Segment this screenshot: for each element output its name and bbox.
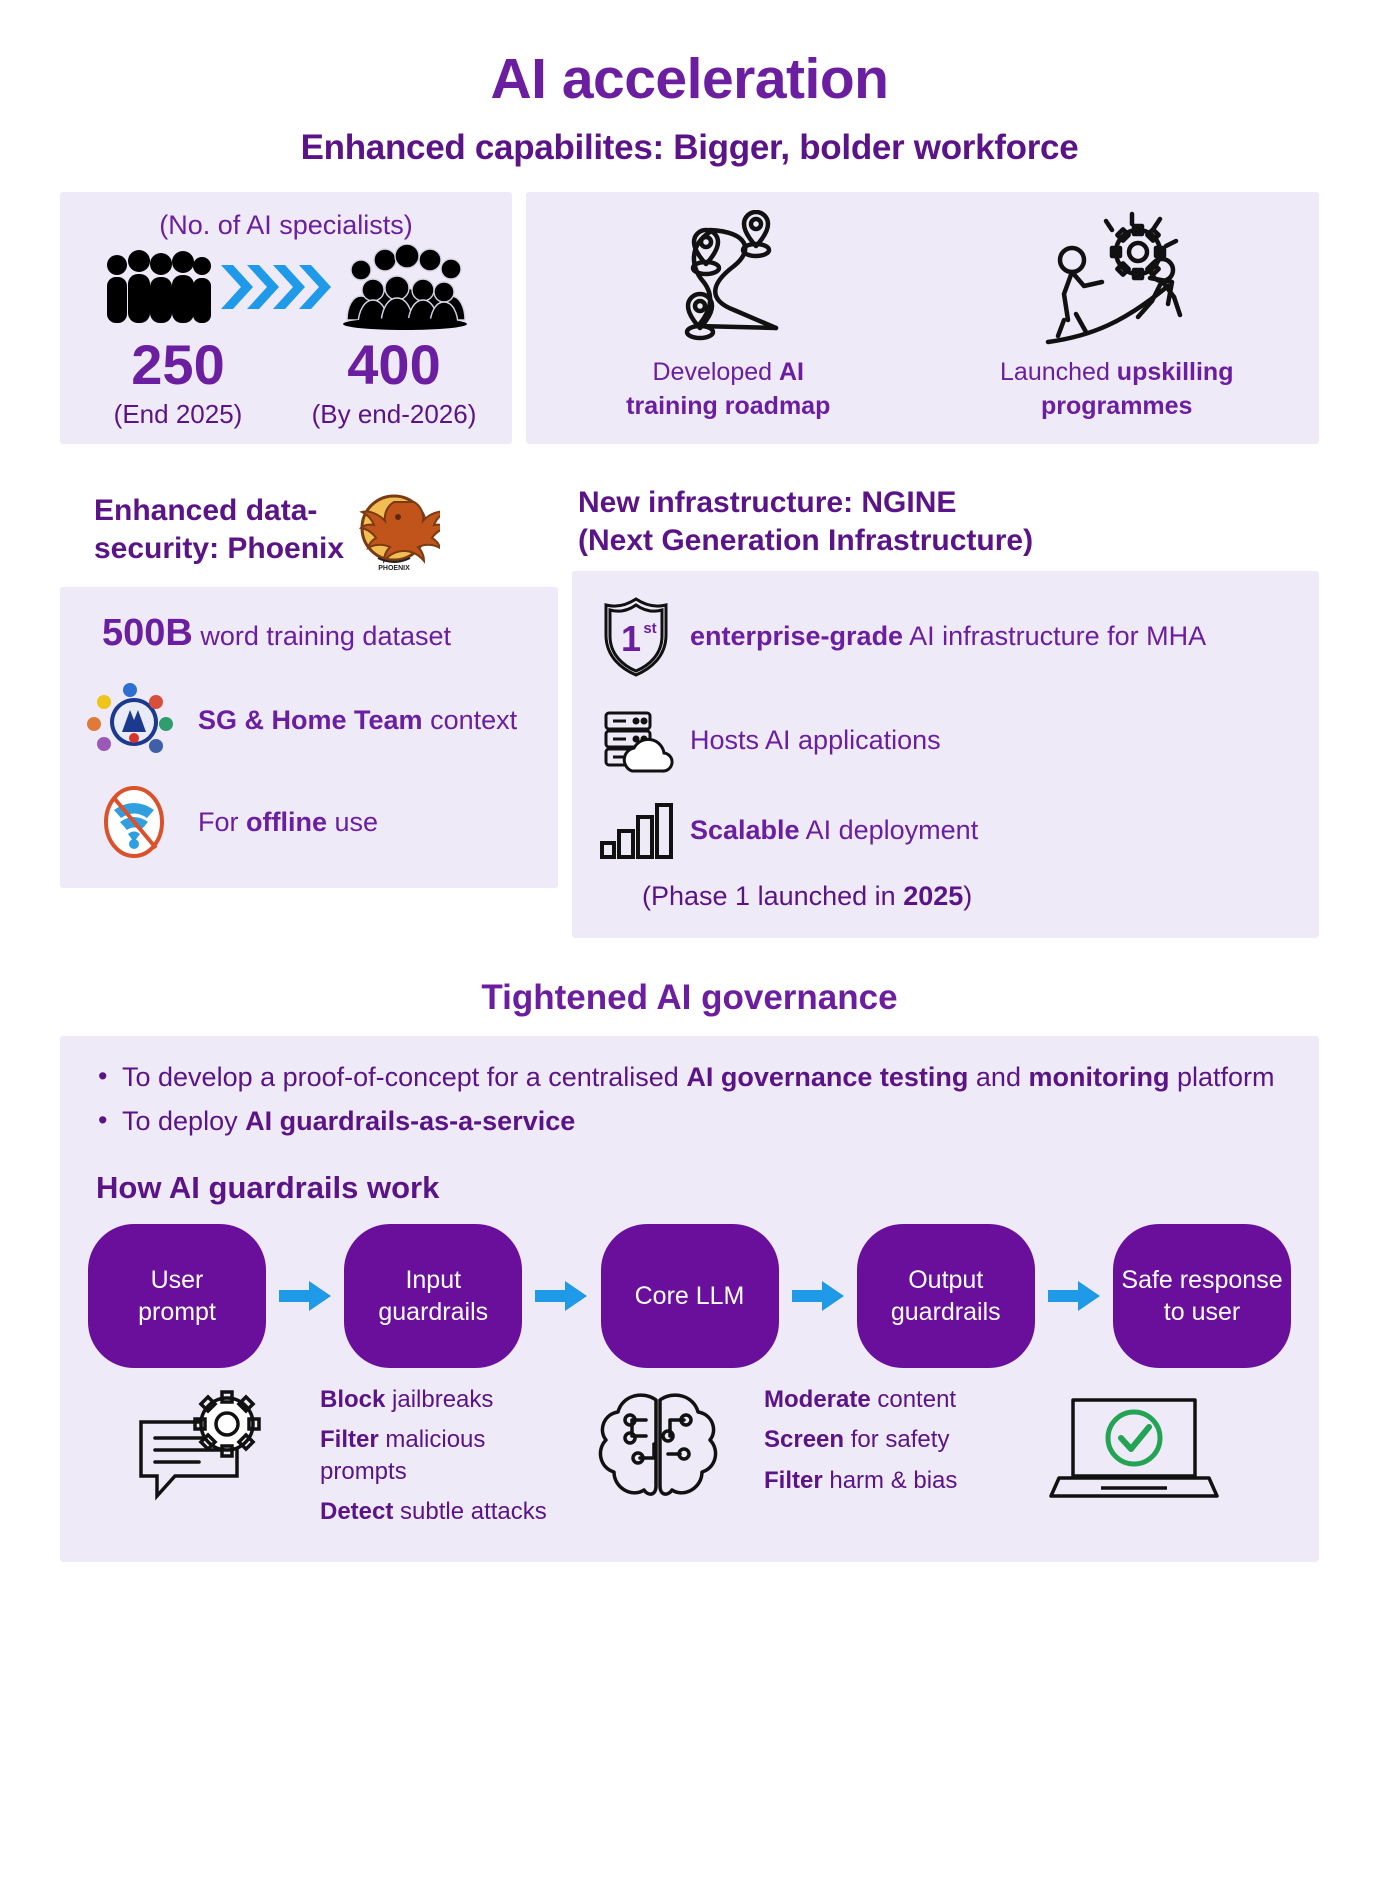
og-l2-rest: harm & bias — [822, 1466, 958, 1494]
ig-l0-strong: Block — [320, 1386, 386, 1414]
guardrails-detail-row — [88, 1384, 1291, 1536]
specialists-from-label: (End 2025) — [113, 398, 243, 429]
programme-roadmap — [534, 210, 923, 430]
specialists-from-value: 250 — [131, 332, 225, 396]
ngine-heading — [578, 484, 1319, 561]
brain-circuit-icon — [588, 1384, 728, 1514]
ngine-phase-year: 2025 — [903, 880, 964, 911]
phoenix-dataset-value: 500B — [102, 611, 193, 654]
flow-node-user-prompt[interactable] — [88, 1224, 266, 1368]
ngine-phase-suffix: ) — [963, 880, 973, 911]
specialists-to-label: (By end-2026) — [311, 398, 477, 429]
ngine-item-scalable — [598, 801, 1299, 861]
phoenix-heading-line1: Enhanced data- — [94, 493, 318, 527]
page-subtitle: Enhanced capabilites: Bigger, bolder workforce — [300, 127, 1079, 167]
phoenix-badge-label: PHOENIX — [378, 564, 410, 572]
flow-node-3-line1: Output — [908, 1266, 984, 1295]
gov-b1-p2: and — [968, 1061, 1029, 1092]
og-l1-rest: for safety — [844, 1426, 950, 1454]
arrow-right-icon-2 — [535, 1279, 587, 1313]
phoenix-dataset-text: word training dataset — [192, 620, 451, 651]
phoenix-heading-line2: security: Phoenix — [94, 532, 345, 566]
infographic-page — [0, 47, 1379, 1881]
svg-text:1: 1 — [620, 617, 642, 659]
gov-b1-p4: platform — [1169, 1061, 1275, 1092]
ngine-phase-note — [642, 881, 1299, 912]
detail-user-prompt — [88, 1384, 320, 1514]
gov-b1-p0: To develop a proof-of-concept for a centralised — [122, 1061, 687, 1092]
gov-b2-p0: To deploy — [122, 1105, 246, 1136]
phoenix-bird-crest-icon — [348, 484, 440, 581]
server-cloud-icon — [598, 703, 674, 779]
ig-l1-strong: Filter — [320, 1426, 379, 1454]
top-section — [60, 192, 1319, 444]
programme-upskilling-text: Launched upskilling programmes — [1000, 357, 1234, 420]
ngine-item-enterprise — [598, 593, 1299, 681]
flow-node-0-line2: prompt — [138, 1298, 216, 1327]
ngine-item-hosts — [598, 703, 1299, 779]
phoenix-panel — [60, 587, 558, 888]
flow-node-4-line1: Safe response — [1121, 1266, 1283, 1295]
detail-core-llm — [552, 1384, 764, 1514]
ngine-panel — [572, 571, 1319, 938]
programme-roadmap-text: Developed AI training roadmap — [626, 357, 831, 420]
ig-l2-strong: Detect — [320, 1497, 394, 1525]
output-guardrails-text — [764, 1384, 957, 1505]
phoenix-context-rest: context — [422, 704, 518, 735]
detail-input-guardrails — [320, 1384, 552, 1536]
gov-b2-p1: AI guardrails-as-a-service — [245, 1105, 576, 1136]
bar-chart-growth-icon — [598, 801, 674, 861]
chat-bubble-gear-icon — [129, 1384, 279, 1514]
detail-output-guardrails — [764, 1384, 976, 1505]
flow-node-output-guardrails[interactable] — [857, 1224, 1035, 1368]
phoenix-heading — [94, 492, 344, 569]
specialists-from — [70, 332, 286, 430]
ai-specialists-panel — [60, 192, 512, 444]
guardrails-flow — [88, 1224, 1291, 1368]
winding-road-map-pins-icon — [648, 210, 808, 350]
phoenix-item-dataset — [86, 609, 538, 658]
governance-bullet-1 — [88, 1058, 1291, 1096]
home-team-agencies-crest-icon — [86, 680, 182, 760]
flow-node-safe-response[interactable] — [1113, 1224, 1291, 1368]
ngine-hosts-text: Hosts AI applications — [690, 725, 941, 756]
flow-node-3-line2: guardrails — [890, 1298, 1001, 1327]
phoenix-offline-prefix: For — [198, 806, 247, 837]
blue-chevrons-icon — [219, 259, 331, 320]
arrow-right-icon-3 — [792, 1279, 844, 1313]
flow-node-1-line2: guardrails — [378, 1298, 489, 1327]
specialists-to-value: 400 — [347, 332, 441, 396]
flow-node-core-llm[interactable] — [601, 1224, 779, 1368]
specialists-caption: (No. of AI specialists) — [159, 209, 413, 240]
programme-upskilling — [923, 210, 1312, 430]
phoenix-offline-strong: offline — [246, 806, 328, 837]
flow-node-0-line1: User — [150, 1266, 204, 1295]
governance-bullet-2 — [88, 1102, 1291, 1140]
phoenix-context-strong: SG & Home Team — [198, 704, 423, 735]
phoenix-column — [60, 484, 558, 888]
laptop-check-icon — [1039, 1384, 1229, 1514]
phoenix-item-offline — [86, 782, 538, 862]
flow-node-2-line1: Core LLM — [634, 1282, 745, 1311]
shield-first-place-icon — [598, 593, 674, 681]
og-l1-strong: Screen — [764, 1426, 845, 1454]
people-climbing-gear-arrow-icon — [1032, 210, 1202, 350]
ngine-enterprise-rest: AI infrastructure for MHA — [903, 621, 1207, 652]
ig-l0-rest: jailbreaks — [385, 1386, 494, 1414]
arrow-right-icon-1 — [279, 1279, 331, 1313]
input-guardrails-text — [320, 1384, 552, 1536]
phoenix-offline-rest: use — [327, 806, 379, 837]
governance-panel — [60, 1036, 1319, 1562]
flow-node-4-line2: to user — [1163, 1298, 1241, 1327]
ig-l1-rest: malicious prompts — [320, 1426, 486, 1485]
how-guardrails-title: How AI guardrails work — [96, 1170, 440, 1206]
phoenix-item-context — [86, 680, 538, 760]
phoenix-heading-row — [60, 484, 558, 587]
ngine-heading-line2: (Next Generation Infrastructure) — [578, 524, 1034, 558]
specialists-visual — [70, 247, 502, 333]
og-l0-rest: content — [870, 1386, 957, 1414]
large-crowd-icon — [339, 244, 471, 335]
ngine-scalable-strong: Scalable — [690, 815, 800, 846]
page-title: AI acceleration — [490, 47, 889, 111]
gov-b1-p3: monitoring — [1028, 1061, 1170, 1092]
svg-text:st: st — [643, 619, 657, 637]
programmes-panel — [526, 192, 1319, 444]
governance-bullets — [88, 1058, 1291, 1141]
flow-node-input-guardrails[interactable] — [344, 1224, 522, 1368]
specialists-to — [286, 332, 502, 430]
arrow-right-icon-4 — [1048, 1279, 1100, 1313]
ig-l2-rest: subtle attacks — [393, 1497, 547, 1525]
og-l2-strong: Filter — [764, 1466, 823, 1494]
ngine-scalable-rest: AI deployment — [799, 815, 979, 846]
governance-title: Tightened AI governance — [481, 977, 898, 1017]
offline-wifi-crossed-icon — [86, 782, 182, 862]
gov-b1-p1: AI governance testing — [686, 1061, 969, 1092]
flow-node-1-line1: Input — [405, 1266, 462, 1295]
middle-section — [60, 484, 1319, 938]
ngine-phase-prefix: (Phase 1 launched in — [642, 880, 904, 911]
specialists-figures — [70, 332, 502, 430]
ngine-enterprise-strong: enterprise-grade — [690, 621, 904, 652]
small-people-group-icon — [101, 249, 211, 330]
og-l0-strong: Moderate — [764, 1386, 871, 1414]
ngine-column — [572, 484, 1319, 938]
ngine-heading-line1: New infrastructure: NGINE — [578, 485, 957, 519]
detail-safe-response — [976, 1384, 1291, 1514]
